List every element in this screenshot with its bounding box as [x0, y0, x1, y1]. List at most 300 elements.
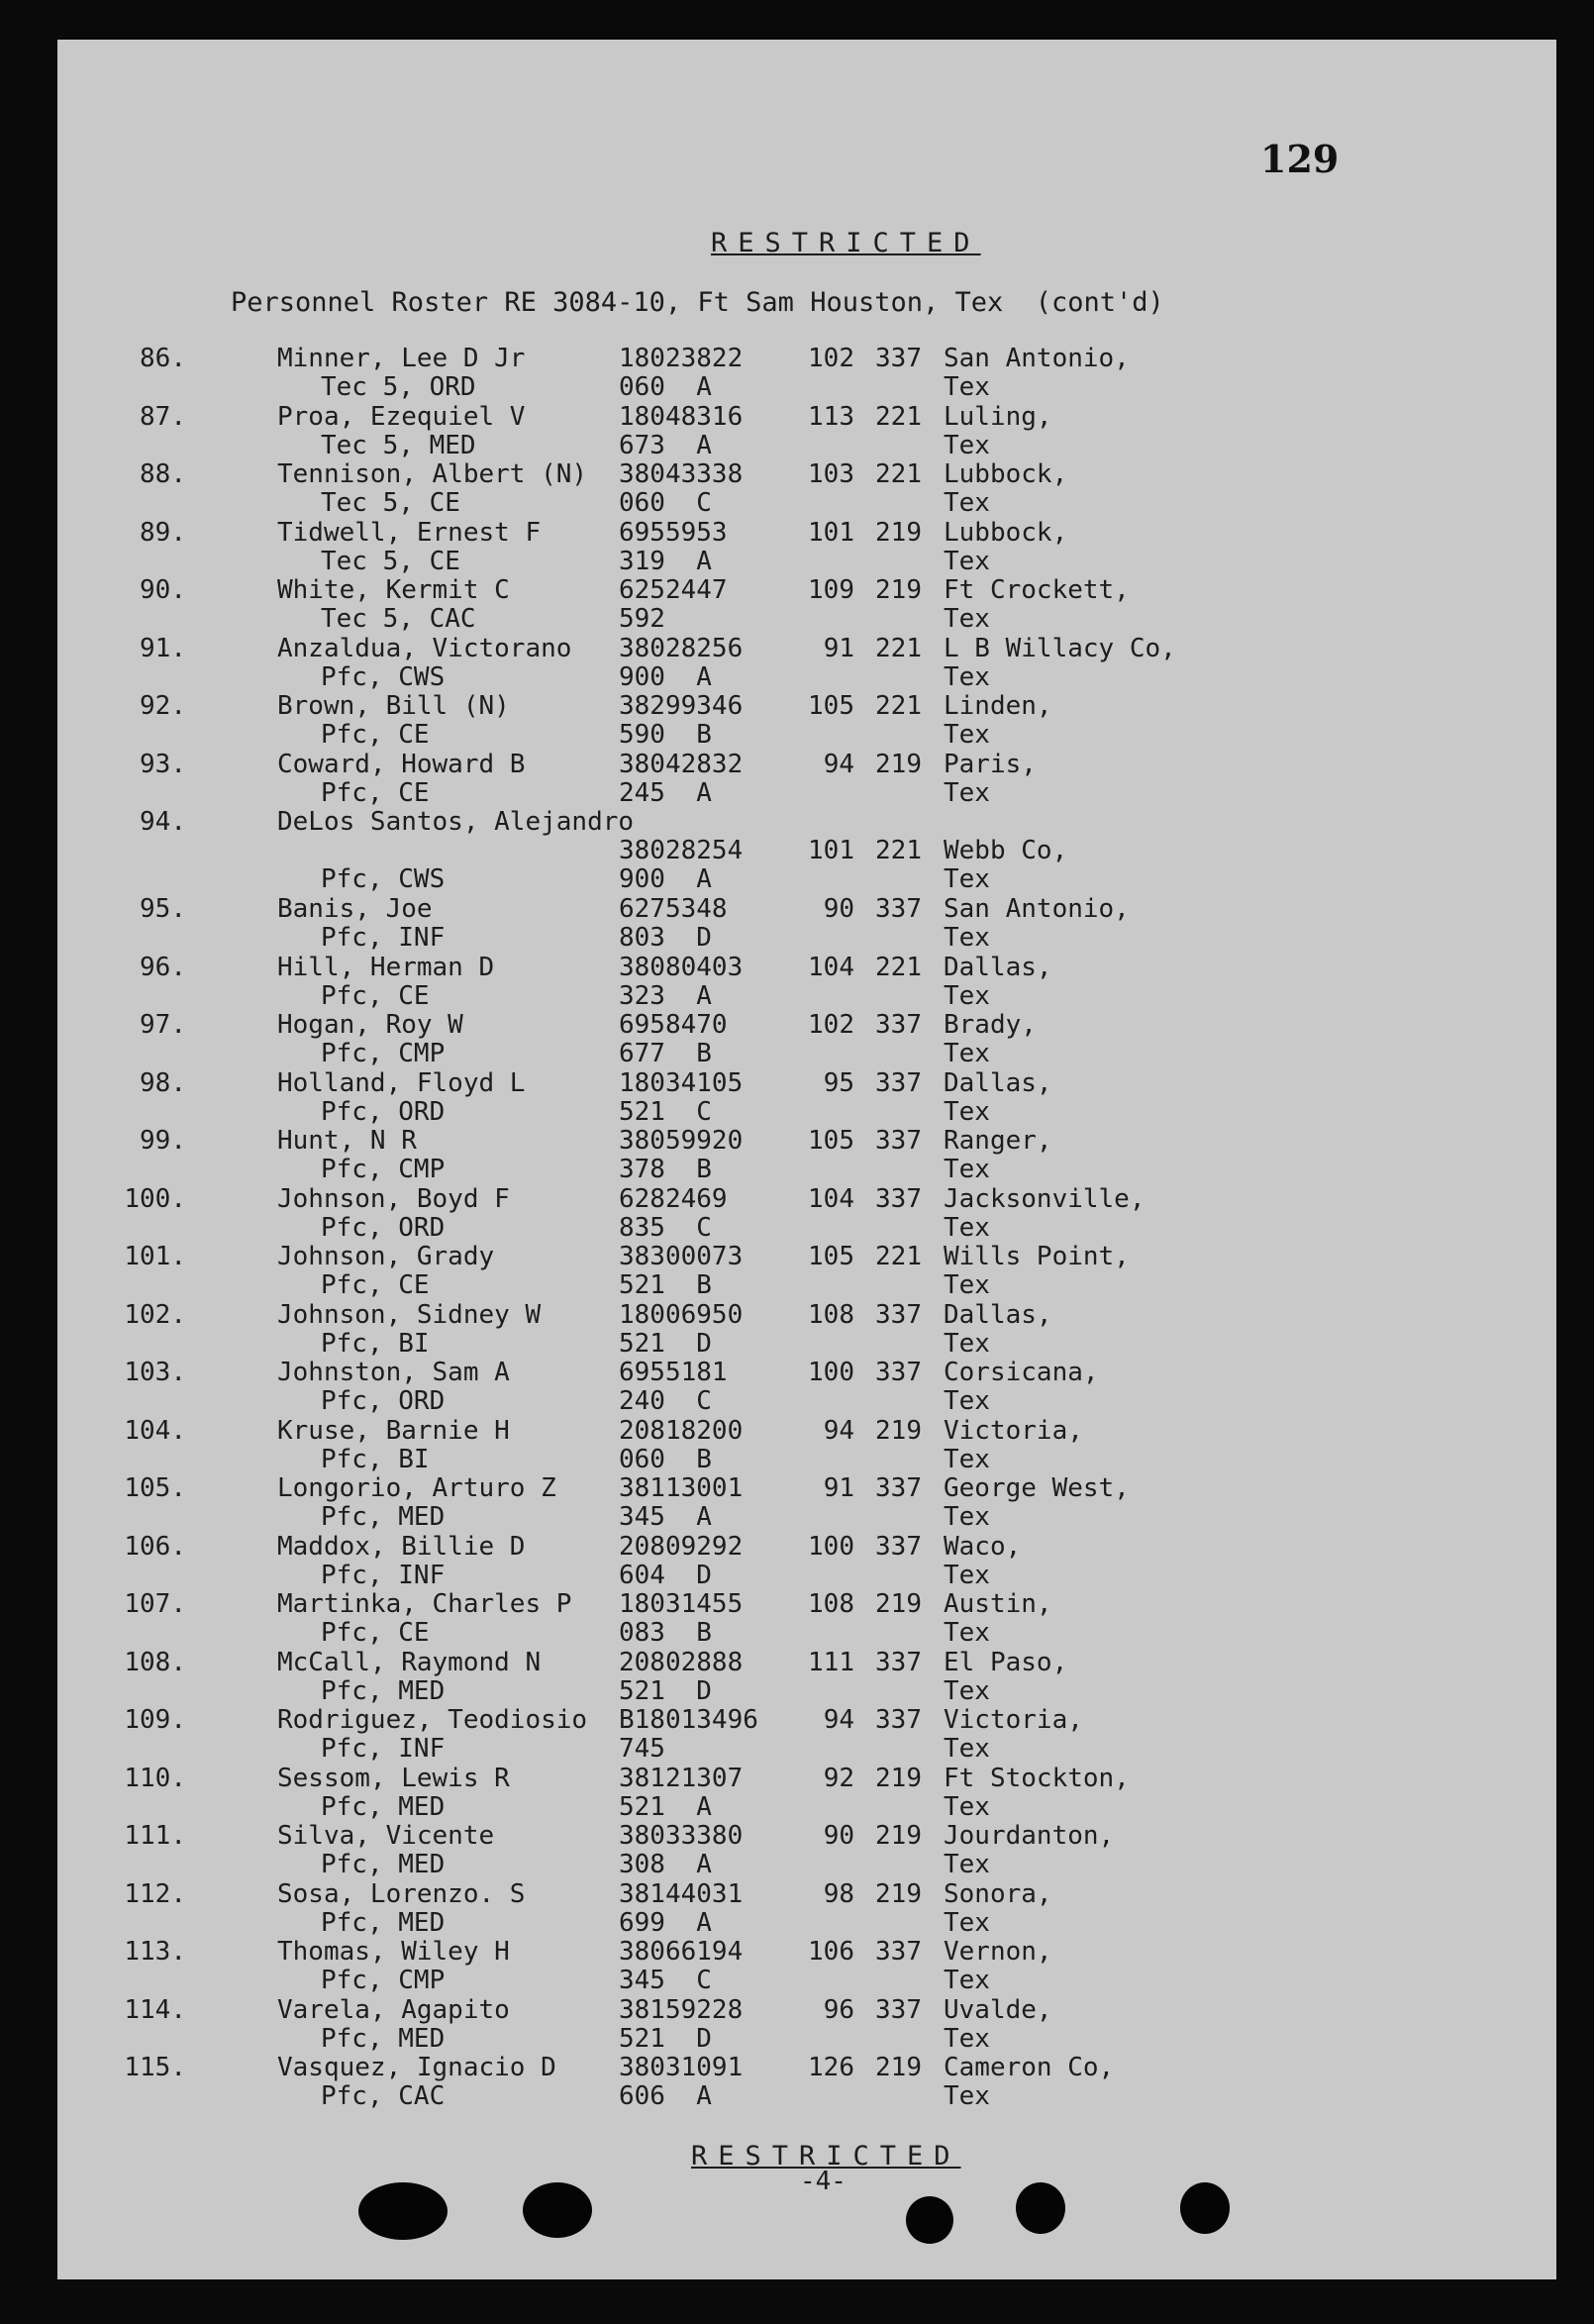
serial-number: 20802888: [619, 1647, 744, 1677]
age-value: 105: [808, 1126, 854, 1156]
spec-code: 245 A: [619, 777, 712, 808]
code-value: 221: [875, 836, 922, 865]
entry-number: 104.: [124, 1415, 186, 1446]
roster-entry: [57, 2054, 1556, 2112]
grade-branch: Pfc, CMP: [321, 1039, 446, 1068]
soldier-name: Thomas, Wiley H: [277, 1937, 510, 1967]
age-value: 100: [808, 1531, 854, 1562]
entry-number: 115.: [124, 2053, 186, 2082]
home-state: Tex: [944, 1328, 990, 1359]
grade-branch: Pfc, CE: [321, 980, 430, 1011]
grade-branch: Pfc, CMP: [321, 1155, 446, 1184]
soldier-name: Silva, Vicente: [277, 1821, 495, 1851]
home-state: Tex: [944, 430, 990, 460]
home-city: Linden,: [944, 691, 1052, 721]
soldier-name: Johnson, Sidney W: [277, 1299, 542, 1330]
soldier-name: White, Kermit C: [277, 575, 510, 605]
code-value: 337: [875, 1126, 922, 1156]
grade-branch: Pfc, BI: [321, 1328, 430, 1359]
code-value: 337: [875, 894, 922, 924]
roster-entry: [57, 1822, 1556, 1880]
roster-entry: [57, 1533, 1556, 1591]
grade-branch: Tec 5, ORD: [321, 372, 476, 402]
grade-branch: Pfc, CWS: [321, 864, 446, 894]
serial-number: 18023822: [619, 344, 744, 373]
soldier-name: DeLos Santos, Alejandro: [277, 807, 635, 837]
entry-number: 99.: [140, 1126, 186, 1156]
grade-branch: Pfc, ORD: [321, 1386, 446, 1416]
home-state: Tex: [944, 1444, 990, 1474]
code-value: 221: [875, 952, 922, 982]
spec-code: 521 B: [619, 1270, 712, 1300]
age-value: 101: [808, 517, 854, 548]
home-city: Webb Co,: [944, 836, 1068, 865]
grade-branch: Pfc, CE: [321, 1270, 430, 1300]
grade-branch: Pfc, ORD: [321, 1096, 446, 1127]
soldier-name: Johnston, Sam A: [277, 1358, 510, 1387]
soldier-name: Johnson, Boyd F: [277, 1183, 510, 1214]
home-city: Victoria,: [944, 1415, 1083, 1446]
grade-branch: Pfc, MED: [321, 1850, 446, 1879]
soldier-name: Hogan, Roy W: [277, 1010, 463, 1040]
grade-branch: Pfc, INF: [321, 923, 446, 953]
code-value: 337: [875, 1937, 922, 1967]
age-value: 103: [808, 459, 854, 489]
age-value: 90: [823, 1821, 854, 1851]
serial-number: 18006950: [619, 1299, 744, 1330]
grade-branch: Pfc, INF: [321, 1734, 446, 1764]
serial-number: 18031455: [619, 1589, 744, 1619]
roster-entry: [57, 576, 1556, 635]
entry-number: 111.: [124, 1821, 186, 1851]
home-state: Tex: [944, 1502, 990, 1532]
serial-number: 18034105: [619, 1067, 744, 1098]
home-city: Uvalde,: [944, 1994, 1052, 2025]
code-value: 219: [875, 749, 922, 779]
entry-number: 94.: [140, 807, 186, 837]
serial-number: 38042832: [619, 749, 744, 779]
entry-number: 109.: [124, 1705, 186, 1735]
grade-branch: Pfc, CE: [321, 720, 430, 750]
soldier-name: Minner, Lee D Jr: [277, 344, 526, 373]
roster-entry: [57, 954, 1556, 1012]
spec-code: 592: [619, 604, 665, 634]
age-value: 94: [823, 1705, 854, 1735]
serial-number: 20809292: [619, 1531, 744, 1562]
home-state: Tex: [944, 546, 990, 576]
entry-number: 91.: [140, 633, 186, 663]
punch-hole: [523, 2182, 592, 2238]
serial-number: 6955953: [619, 517, 728, 548]
grade-branch: Pfc, MED: [321, 2023, 446, 2054]
soldier-name: Holland, Floyd L: [277, 1067, 526, 1098]
roster-entry: [57, 635, 1556, 693]
soldier-name: Tidwell, Ernest F: [277, 517, 542, 548]
grade-branch: Tec 5, CE: [321, 488, 460, 518]
age-value: 90: [823, 894, 854, 924]
spec-code: 060 B: [619, 1444, 712, 1474]
roster-entry: [57, 895, 1556, 954]
home-city: Corsicana,: [944, 1358, 1099, 1387]
age-value: 94: [823, 1415, 854, 1446]
home-state: Tex: [944, 1907, 990, 1938]
serial-number: 38059920: [619, 1126, 744, 1156]
home-state: Tex: [944, 1039, 990, 1068]
home-city: Wills Point,: [944, 1242, 1130, 1271]
spec-code: 345 A: [619, 1502, 712, 1532]
grade-branch: Pfc, ORD: [321, 1212, 446, 1243]
punch-hole: [1180, 2182, 1230, 2234]
serial-number: 38159228: [619, 1994, 744, 2025]
punch-hole: [1016, 2182, 1065, 2234]
serial-number: 6955181: [619, 1358, 728, 1387]
spec-code: 900 A: [619, 864, 712, 894]
home-state: Tex: [944, 1096, 990, 1127]
document-page: [57, 40, 1556, 2279]
restricted-marking-bottom: RESTRICTED: [691, 2141, 961, 2172]
spec-code: 521 A: [619, 1791, 712, 1822]
home-state: Tex: [944, 1966, 990, 1995]
age-value: 100: [808, 1358, 854, 1387]
code-value: 219: [875, 575, 922, 605]
home-state: Tex: [944, 2023, 990, 2054]
age-value: 104: [808, 1183, 854, 1214]
entry-number: 113.: [124, 1937, 186, 1967]
roster-entry: [57, 692, 1556, 751]
page-number: 129: [1260, 137, 1340, 181]
home-state: Tex: [944, 1386, 990, 1416]
home-state: Tex: [944, 864, 990, 894]
code-value: 219: [875, 1878, 922, 1909]
code-value: 337: [875, 1647, 922, 1677]
soldier-name: Tennison, Albert (N): [277, 459, 588, 489]
entry-number: 100.: [124, 1183, 186, 1214]
roster-entry: [57, 751, 1556, 809]
entry-number: 101.: [124, 1242, 186, 1271]
serial-number: 38033380: [619, 1821, 744, 1851]
serial-number: 38031091: [619, 2053, 744, 2082]
code-value: 221: [875, 401, 922, 432]
spec-code: 673 A: [619, 430, 712, 460]
roster-list: [57, 345, 1556, 2112]
roster-entry: [57, 519, 1556, 577]
page-footer: -4-: [800, 2167, 847, 2196]
code-value: 337: [875, 1299, 922, 1330]
roster-entry: [57, 1185, 1556, 1244]
soldier-name: Proa, Ezequiel V: [277, 401, 526, 432]
age-value: 105: [808, 691, 854, 721]
home-state: Tex: [944, 923, 990, 953]
grade-branch: Pfc, MED: [321, 1675, 446, 1706]
spec-code: 323 A: [619, 980, 712, 1011]
home-city: Ft Crockett,: [944, 575, 1130, 605]
serial-number: 38300073: [619, 1242, 744, 1271]
home-city: Jourdanton,: [944, 1821, 1115, 1851]
soldier-name: Rodriguez, Teodiosio: [277, 1705, 588, 1735]
roster-entry: [57, 1474, 1556, 1533]
age-value: 105: [808, 1242, 854, 1271]
age-value: 95: [823, 1067, 854, 1098]
spec-code: 319 A: [619, 546, 712, 576]
spec-code: 604 D: [619, 1560, 712, 1590]
roster-entry: [57, 1301, 1556, 1360]
grade-branch: Tec 5, CE: [321, 546, 460, 576]
spec-code: 521 D: [619, 1328, 712, 1359]
home-state: Tex: [944, 661, 990, 692]
home-city: Ranger,: [944, 1126, 1052, 1156]
home-city: Lubbock,: [944, 517, 1068, 548]
soldier-name: Martinka, Charles P: [277, 1589, 572, 1619]
age-value: 102: [808, 1010, 854, 1040]
serial-number: 38066194: [619, 1937, 744, 1967]
roster-entry: [57, 345, 1556, 403]
age-value: 102: [808, 344, 854, 373]
spec-code: 521 D: [619, 1675, 712, 1706]
age-value: 104: [808, 952, 854, 982]
home-state: Tex: [944, 1560, 990, 1590]
home-state: Tex: [944, 720, 990, 750]
roster-entry: [57, 1706, 1556, 1765]
grade-branch: Pfc, MED: [321, 1502, 446, 1532]
home-state: Tex: [944, 1850, 990, 1879]
home-city: Luling,: [944, 401, 1052, 432]
soldier-name: Brown, Bill (N): [277, 691, 510, 721]
age-value: 108: [808, 1589, 854, 1619]
code-value: 219: [875, 1763, 922, 1793]
code-value: 221: [875, 1242, 922, 1271]
home-city: San Antonio,: [944, 894, 1130, 924]
home-city: Ft Stockton,: [944, 1763, 1130, 1793]
entry-number: 105.: [124, 1473, 186, 1503]
home-state: Tex: [944, 2081, 990, 2111]
serial-number: 38144031: [619, 1878, 744, 1909]
spec-code: 677 B: [619, 1039, 712, 1068]
grade-branch: Pfc, INF: [321, 1560, 446, 1590]
code-value: 219: [875, 517, 922, 548]
entry-number: 93.: [140, 749, 186, 779]
age-value: 111: [808, 1647, 854, 1677]
grade-branch: Pfc, CE: [321, 777, 430, 808]
home-city: Lubbock,: [944, 459, 1068, 489]
soldier-name: Anzaldua, Victorano: [277, 633, 572, 663]
grade-branch: Pfc, CMP: [321, 1966, 446, 1995]
age-value: 101: [808, 836, 854, 865]
roster-entry: [57, 1649, 1556, 1707]
home-state: Tex: [944, 604, 990, 634]
home-city: Jacksonville,: [944, 1183, 1146, 1214]
home-state: Tex: [944, 1270, 990, 1300]
roster-entry: [57, 1590, 1556, 1649]
soldier-name: Sosa, Lorenzo. S: [277, 1878, 526, 1909]
spec-code: 521 C: [619, 1096, 712, 1127]
home-city: Vernon,: [944, 1937, 1052, 1967]
code-value: 219: [875, 2053, 922, 2082]
entry-number: 98.: [140, 1067, 186, 1098]
code-value: 337: [875, 1473, 922, 1503]
roster-entry: [57, 1996, 1556, 2055]
home-state: Tex: [944, 777, 990, 808]
home-state: Tex: [944, 1212, 990, 1243]
home-city: Dallas,: [944, 952, 1052, 982]
home-state: Tex: [944, 1675, 990, 1706]
serial-number: 38299346: [619, 691, 744, 721]
soldier-name: Sessom, Lewis R: [277, 1763, 510, 1793]
soldier-name: Kruse, Barnie H: [277, 1415, 510, 1446]
age-value: 91: [823, 1473, 854, 1503]
grade-branch: Pfc, MED: [321, 1907, 446, 1938]
age-value: 96: [823, 1994, 854, 2025]
soldier-name: Longorio, Arturo Z: [277, 1473, 556, 1503]
code-value: 337: [875, 1994, 922, 2025]
entry-number: 102.: [124, 1299, 186, 1330]
spec-code: 699 A: [619, 1907, 712, 1938]
roster-entry: [57, 1011, 1556, 1069]
punch-hole: [358, 2182, 448, 2240]
age-value: 94: [823, 749, 854, 779]
home-city: Victoria,: [944, 1705, 1083, 1735]
code-value: 219: [875, 1821, 922, 1851]
home-city: Sonora,: [944, 1878, 1052, 1909]
roster-entry: [57, 1938, 1556, 1996]
grade-branch: Pfc, CWS: [321, 661, 446, 692]
code-value: 337: [875, 1705, 922, 1735]
home-state: Tex: [944, 372, 990, 402]
spec-code: 835 C: [619, 1212, 712, 1243]
roster-entry: [57, 1765, 1556, 1823]
entry-number: 108.: [124, 1647, 186, 1677]
roster-entry: [57, 1417, 1556, 1475]
code-value: 221: [875, 691, 922, 721]
soldier-name: McCall, Raymond N: [277, 1647, 542, 1677]
grade-branch: Pfc, BI: [321, 1444, 430, 1474]
soldier-name: Hill, Herman D: [277, 952, 495, 982]
serial-number: 38113001: [619, 1473, 744, 1503]
home-state: Tex: [944, 980, 990, 1011]
serial-number: 6252447: [619, 575, 728, 605]
home-city: Waco,: [944, 1531, 1022, 1562]
grade-branch: Tec 5, MED: [321, 430, 476, 460]
home-state: Tex: [944, 1155, 990, 1184]
code-value: 219: [875, 1589, 922, 1619]
home-state: Tex: [944, 488, 990, 518]
entry-number: 89.: [140, 517, 186, 548]
roster-entry: [57, 1243, 1556, 1301]
entry-number: 112.: [124, 1878, 186, 1909]
serial-number: 38028256: [619, 633, 744, 663]
roster-entry: [57, 460, 1556, 519]
home-city: Dallas,: [944, 1067, 1052, 1098]
roster-entry: [57, 403, 1556, 461]
entry-number: 92.: [140, 691, 186, 721]
age-value: 92: [823, 1763, 854, 1793]
grade-branch: Pfc, MED: [321, 1791, 446, 1822]
roster-entry: [57, 1359, 1556, 1417]
home-city: George West,: [944, 1473, 1130, 1503]
roster-entry: [57, 1069, 1556, 1128]
home-city: San Antonio,: [944, 344, 1130, 373]
home-state: Tex: [944, 1791, 990, 1822]
punch-hole: [906, 2196, 953, 2244]
age-value: 108: [808, 1299, 854, 1330]
serial-number: 20818200: [619, 1415, 744, 1446]
spec-code: 521 D: [619, 2023, 712, 2054]
entry-number: 90.: [140, 575, 186, 605]
home-city: El Paso,: [944, 1647, 1068, 1677]
serial-number: 18048316: [619, 401, 744, 432]
soldier-name: Maddox, Billie D: [277, 1531, 526, 1562]
entry-number: 95.: [140, 894, 186, 924]
home-city: Dallas,: [944, 1299, 1052, 1330]
entry-number: 97.: [140, 1010, 186, 1040]
soldier-name: Coward, Howard B: [277, 749, 526, 779]
soldier-name: Vasquez, Ignacio D: [277, 2053, 556, 2082]
grade-branch: Tec 5, CAC: [321, 604, 476, 634]
soldier-name: Hunt, N R: [277, 1126, 417, 1156]
roster-entry: [57, 1127, 1556, 1185]
serial-number: 38121307: [619, 1763, 744, 1793]
code-value: 337: [875, 1183, 922, 1214]
entry-number: 107.: [124, 1589, 186, 1619]
spec-code: 803 D: [619, 923, 712, 953]
entry-number: 103.: [124, 1358, 186, 1387]
roster-entry: [57, 808, 1556, 895]
home-city: Paris,: [944, 749, 1037, 779]
code-value: 337: [875, 1531, 922, 1562]
age-value: 98: [823, 1878, 854, 1909]
spec-code: 900 A: [619, 661, 712, 692]
roster-header: Personnel Roster RE 3084-10, Ft Sam Houston, Tex (cont'd): [231, 287, 1164, 318]
serial-number: 6275348: [619, 894, 728, 924]
serial-number: 6282469: [619, 1183, 728, 1214]
serial-number: 38080403: [619, 952, 744, 982]
serial-number: 6958470: [619, 1010, 728, 1040]
code-value: 337: [875, 1067, 922, 1098]
entry-number: 106.: [124, 1531, 186, 1562]
roster-entry: [57, 1880, 1556, 1939]
entry-number: 114.: [124, 1994, 186, 2025]
code-value: 219: [875, 1415, 922, 1446]
age-value: 106: [808, 1937, 854, 1967]
spec-code: 240 C: [619, 1386, 712, 1416]
grade-branch: Pfc, CAC: [321, 2081, 446, 2111]
spec-code: 606 A: [619, 2081, 712, 2111]
code-value: 221: [875, 633, 922, 663]
code-value: 337: [875, 1358, 922, 1387]
code-value: 337: [875, 1010, 922, 1040]
age-value: 91: [823, 633, 854, 663]
home-city: Austin,: [944, 1589, 1052, 1619]
spec-code: 378 B: [619, 1155, 712, 1184]
age-value: 113: [808, 401, 854, 432]
grade-branch: Pfc, CE: [321, 1618, 430, 1648]
spec-code: 060 C: [619, 488, 712, 518]
code-value: 221: [875, 459, 922, 489]
spec-code: 345 C: [619, 1966, 712, 1995]
age-value: 126: [808, 2053, 854, 2082]
home-state: Tex: [944, 1734, 990, 1764]
entry-number: 88.: [140, 459, 186, 489]
spec-code: 308 A: [619, 1850, 712, 1879]
soldier-name: Varela, Agapito: [277, 1994, 510, 2025]
code-value: 337: [875, 344, 922, 373]
entry-number: 110.: [124, 1763, 186, 1793]
entry-number: 96.: [140, 952, 186, 982]
home-city: Cameron Co,: [944, 2053, 1115, 2082]
restricted-marking-top: RESTRICTED: [711, 228, 981, 258]
soldier-name: Banis, Joe: [277, 894, 433, 924]
home-state: Tex: [944, 1618, 990, 1648]
serial-number: B18013496: [619, 1705, 758, 1735]
